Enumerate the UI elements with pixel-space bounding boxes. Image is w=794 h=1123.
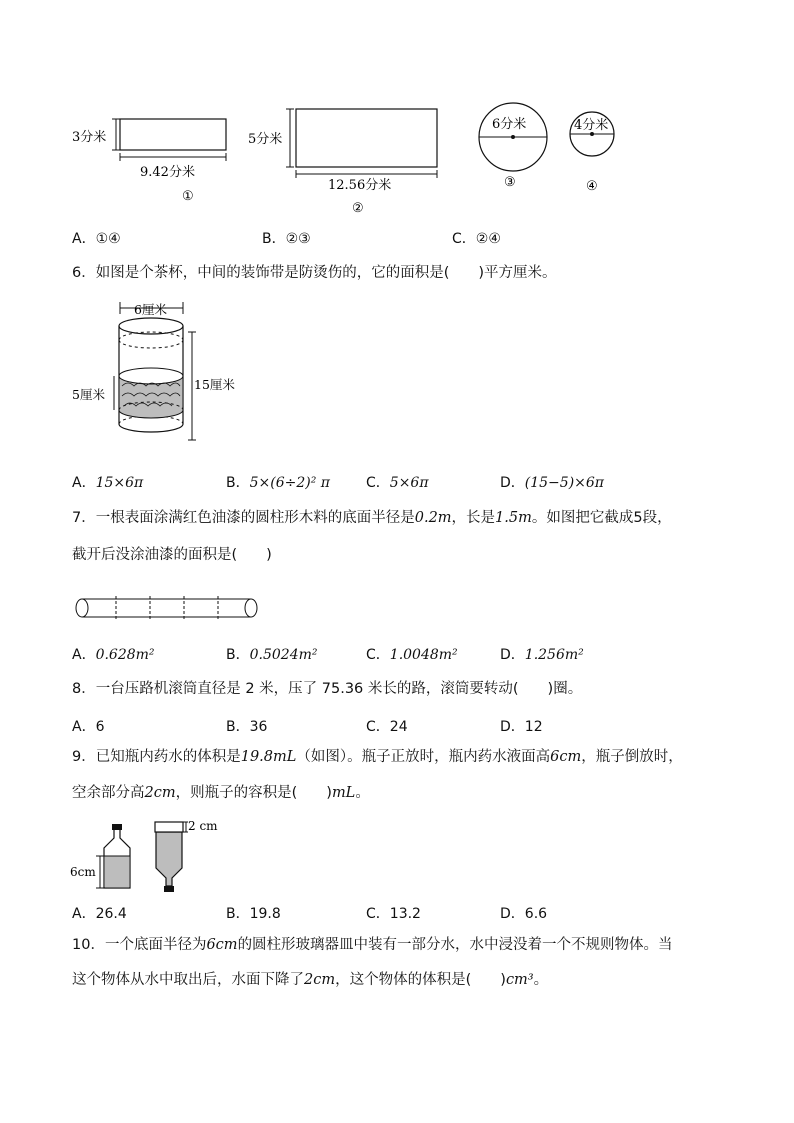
fig2-mark: ② <box>352 201 364 216</box>
q9-upright-label: 6cm <box>70 865 96 879</box>
fig4-diameter: 4分米 <box>574 118 609 133</box>
q9-inverted-liquid <box>156 832 182 886</box>
fig1-mark: ① <box>182 189 194 204</box>
q7-option-d[interactable]: D．1.256m² <box>500 647 584 663</box>
rect-2 <box>296 109 437 167</box>
fig2-width: 12.56分米 <box>328 178 392 193</box>
fig3-diameter: 6分米 <box>492 117 527 132</box>
q9-bottle-figure <box>70 816 250 896</box>
q9-upright-liquid <box>105 856 129 887</box>
q8-option-c[interactable]: C．24 <box>366 719 408 735</box>
q6-band-label: 5厘米 <box>72 387 105 402</box>
q10-stem-line2: 这个物体从水中取出后，水面下降了2cm，这个物体的体积是( )cm³。 <box>72 972 549 988</box>
fig1-height: 3分米 <box>72 130 107 145</box>
q8-option-b[interactable]: B．36 <box>226 719 268 735</box>
q9-stem-line1: 9．已知瓶内药水的体积是19.8mL（如图）。瓶子正放时，瓶内药水液面高6cm，瓶子倒放时， <box>72 749 683 765</box>
q5-figures <box>60 96 660 216</box>
q7-option-b[interactable]: B．0.5024m² <box>226 647 318 663</box>
q8-stem: 8．一台压路机滚筒直径是 2 米，压了 75.36 米长的路，滚筒要转动( )圈。 <box>72 681 583 697</box>
q7-option-c[interactable]: C．1.0048m² <box>366 647 458 663</box>
q10-stem-line1: 10．一个底面半径为6cm的圆柱形玻璃器皿中装有一部分水，水中浸没着一个不规则物体。当 <box>72 937 673 953</box>
q9-option-b[interactable]: B．19.8 <box>226 906 281 922</box>
q8-option-a[interactable]: A．6 <box>72 719 105 735</box>
q6-diameter-label: 6厘米 <box>134 302 167 317</box>
q9-option-d[interactable]: D．6.6 <box>500 906 548 922</box>
q6-height-label: 15厘米 <box>194 377 235 392</box>
q6-option-b[interactable]: B．5×(6÷2)² π <box>226 475 330 491</box>
q6-option-a[interactable]: A．15×6π <box>72 475 144 491</box>
q9-stem-line2: 空余部分高2cm，则瓶子的容积是( )mL。 <box>72 785 370 801</box>
q6-option-d[interactable]: D．(15−5)×6π <box>500 475 604 491</box>
q7-log-figure <box>70 594 270 624</box>
q6-option-c[interactable]: C．5×6π <box>366 475 429 491</box>
q6-band <box>119 376 183 418</box>
q7-stem-line2: 截开后没涂油漆的面积是( ) <box>72 547 272 563</box>
q5-option-b[interactable]: B．②③ <box>262 231 311 247</box>
q6-stem: 6．如图是个茶杯，中间的装饰带是防烫伤的，它的面积是( )平方厘米。 <box>72 265 557 281</box>
q6-cup-figure <box>70 296 250 456</box>
fig2-height: 5分米 <box>248 132 283 147</box>
fig1-width: 9.42分米 <box>140 165 195 180</box>
q5-option-c[interactable]: C．②④ <box>452 231 501 247</box>
q9-inverted-label: 2 cm <box>188 819 218 833</box>
q9-option-c[interactable]: C．13.2 <box>366 906 421 922</box>
fig3-mark: ③ <box>504 175 516 190</box>
q9-option-a[interactable]: A．26.4 <box>72 906 127 922</box>
q7-stem-line1: 7．一根表面涂满红色油漆的圆柱形木料的底面半径是0.2m，长是1.5m。如图把它截成5段， <box>72 510 672 526</box>
q8-option-d[interactable]: D．12 <box>500 719 543 735</box>
rect-1 <box>120 119 226 150</box>
q5-option-a[interactable]: A．①④ <box>72 231 121 247</box>
fig4-mark: ④ <box>586 179 598 194</box>
q7-option-a[interactable]: A．0.628m² <box>72 647 155 663</box>
